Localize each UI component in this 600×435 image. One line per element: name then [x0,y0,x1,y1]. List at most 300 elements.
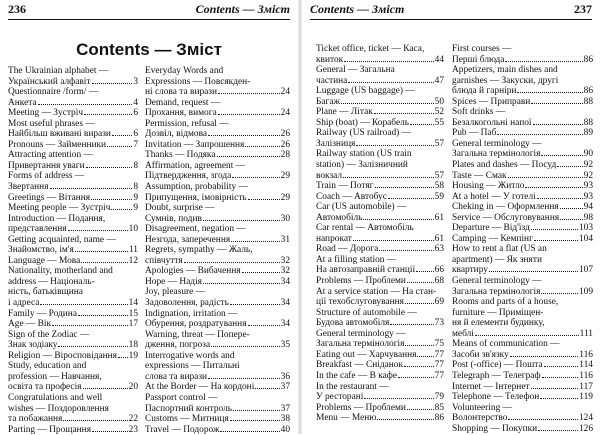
toc-entry-title: і адреса [8,298,40,309]
dot-leader [405,345,433,346]
dot-leader [50,188,133,189]
toc-entry-final-line [316,350,444,361]
toc-entry-title: Волонтерство [452,413,508,424]
toc-entry-line: Car (US automobile) — [316,202,407,213]
toc-entry-final-line [316,118,444,129]
toc-page-number: 90 [583,149,593,160]
toc-entry [8,150,138,171]
dot-leader [203,220,280,221]
toc-entry-title: Перші блюда [452,54,505,65]
toc-entry-line: Disagreement, negation — [145,224,246,235]
dot-leader [245,146,279,147]
toc-entry [8,193,138,204]
toc-entry-title: Український алфавіт [8,76,91,87]
toc-page-number: 85 [434,402,444,413]
toc-entry-final-line [145,150,290,161]
toc-page-number: 10 [128,224,138,235]
toc-entry-title: Багаж [316,96,341,107]
toc-entry-final-line [8,245,138,256]
toc-entry-line: Nationality, motherland and [8,266,113,277]
toc-entry [316,86,444,107]
dot-leader [417,356,433,357]
toc-entry-title: Загальна термінологія [452,286,541,297]
toc-page-number: 59 [434,191,444,202]
toc-entry-title: блюда й гарніри [452,86,517,97]
toc-page-number: 52 [434,107,444,118]
toc-entry-final-line [452,392,593,403]
dot-leader [353,240,434,241]
toc-page-number: 17 [128,319,138,330]
dot-leader [364,398,433,399]
toc-entry-title: Regrets, sympathy — Жаль, [145,245,253,256]
dot-leader [242,272,280,273]
toc-entry-line: Most useful phrases — [8,118,95,129]
toc-entry-final-line [145,266,290,277]
dot-leader [508,419,577,420]
dot-leader [405,303,434,304]
toc-page-number: 57 [434,170,444,181]
toc-entry [452,65,593,97]
toc-page-number: 23 [128,424,138,435]
toc-entry-title: Camping — Кемпінг [452,233,533,244]
toc-entry [316,371,444,382]
toc-entry [8,87,138,108]
toc-page-number: 61 [434,233,444,244]
toc-entry-line: expressions — Питальні [145,361,240,372]
dot-leader [544,366,579,367]
toc-entry-title: Apologies — Вибачення [145,266,241,277]
toc-entry [145,66,290,98]
toc-entry-title: ні слова та вирази [145,87,218,98]
toc-entry-final-line [145,319,290,330]
toc-entry-final-line [145,256,290,267]
toc-entry-final-line [316,392,444,403]
toc-entry-final-line [316,234,444,245]
toc-entry-final-line [452,360,593,371]
toc-entry-final-line [145,277,290,288]
dot-leader [407,409,434,410]
toc-entry-title: Задоволення, радість [145,298,229,309]
toc-entry-title: Telephone — Телефон [452,392,540,403]
toc-entry [452,371,593,382]
toc-entry-line: Everyday Words and [145,66,224,76]
toc-entry-title: частина [316,75,348,86]
toc-entry [8,351,138,362]
toc-entry-title: Анкета [8,97,37,108]
dot-leader [508,177,583,178]
toc-page-number: 94 [583,202,593,213]
dot-leader [537,198,583,199]
toc-entry-title: Invitation — Запрошення [145,139,245,150]
toc-page-number: 12 [128,255,138,266]
toc-entry-title: Departure — Від'їзд [452,223,530,234]
toc-entry-final-line [316,76,444,87]
dot-leader [118,357,128,358]
toc-entry-line: General terminology — [452,276,542,287]
toc-page-number: 15 [128,308,138,319]
toc-entry-title: Age — Вік [8,319,52,330]
toc-entry-title: Найбільш вживані вирази [8,129,111,140]
dot-leader [356,145,433,146]
toc-entry-line: Volunteering — [452,402,512,413]
toc-entry-final-line [452,287,593,298]
toc-entry-title: Breakfast — Сніданок [316,360,404,371]
toc-entry [8,119,138,140]
toc-page-number: 57 [434,138,444,149]
toc-entry-final-line [452,128,593,139]
toc-entry-final-line [452,86,593,97]
toc-page-number: 44 [434,54,444,65]
toc-entry-title: Problems — Проблеми [316,402,406,413]
toc-entry-final-line [316,139,444,150]
toc-entry-final-line [8,203,138,214]
toc-page-number: 124 [578,413,593,424]
toc-entry [452,97,593,108]
toc-entry [452,276,593,297]
toc-entry-title: Family — Родина [8,308,77,319]
toc-entry-line: Assumption, probability — [145,182,248,193]
toc-entry-final-line [452,234,593,245]
dot-leader [208,378,280,379]
toc-entry-title: Plane — Літак [316,107,373,118]
toc-entry-title: Загальна термінологія [316,339,405,350]
toc-page-number: 30 [280,213,290,224]
toc-entry-title: дження, погроза [145,340,211,351]
toc-entry-final-line [452,382,593,393]
toc-entry [8,171,138,192]
toc-entry-line: At a filling station — [316,254,397,265]
toc-entry-title: Дозвіл, відмова [145,129,208,140]
toc-page-number: 22 [128,414,138,425]
toc-entry [452,297,593,339]
toc-entry-final-line [452,97,593,108]
dot-leader [531,103,582,104]
toc-page-number: 126 [578,423,593,434]
toc-entry-line: Introduction — Подання, [8,213,106,224]
toc-entry-line: Getting acquainted, name — [8,234,116,245]
toc-entry [316,65,444,86]
toc-entry-title: Ship (boat) — Корабель [316,117,410,128]
toc-page-number: 75 [434,339,444,350]
toc-page-number: 88 [583,96,593,107]
toc-entry-title: Post (-office) — Пошта [452,360,543,371]
toc-entry-final-line [316,213,444,224]
toc-entry-final-line [145,129,290,140]
dot-leader [475,335,579,336]
toc-entry-title: квиток [316,54,344,65]
toc-entry-title: напрокат [316,233,352,244]
toc-entry-title: Meeting people — Зустріч [8,203,111,214]
toc-page-number: 93 [583,191,593,202]
toc-entry-final-line [145,382,290,393]
dot-leader [557,166,582,167]
toc-page-number: 8 [133,182,138,193]
toc-entry-final-line [8,319,138,330]
toc-entry-line: apartment) — Як зняти [452,254,542,265]
dot-leader [398,377,434,378]
toc-page-number: 88 [583,117,593,128]
dot-leader [84,114,132,115]
toc-entry [145,182,290,203]
dot-leader [540,398,578,399]
toc-entry [145,266,290,277]
toc-entry-final-line [452,413,593,424]
toc-entry-final-line [145,245,290,256]
toc-entry [8,319,138,330]
toc-entry [145,161,290,182]
toc-entry [145,287,290,308]
toc-entry-title: Service — Обслуговування [452,212,560,223]
toc-entry-final-line [8,129,138,140]
toc-entry-final-line [452,223,593,234]
toc-entry [8,361,138,393]
toc-page-number: 68 [434,276,444,287]
toc-page-number: 40 [280,424,290,435]
toc-entry-final-line [316,192,444,203]
toc-entry-final-line [316,97,444,108]
toc-entry [316,276,444,287]
dot-leader [510,356,579,357]
toc-entry-final-line [145,193,290,204]
toc-entry [145,224,290,245]
toc-entry-title: Travel — Подорож [145,424,220,435]
toc-entry [145,140,290,151]
toc-entry-line: station) — Залізничний [316,160,408,171]
dot-leader [75,251,128,252]
toc-page-number: 34 [280,298,290,309]
toc-entry-final-line [145,298,290,309]
dot-leader [86,167,133,168]
toc-page-number: 24 [280,108,290,119]
dot-leader [560,208,583,209]
toc-entry-title: Залізниця [316,138,356,149]
dot-leader [232,177,279,178]
toc-entry-final-line [452,55,593,66]
dot-leader [255,388,279,389]
toc-page-number: 32 [280,266,290,277]
toc-entry-final-line [316,171,444,182]
header-rule [310,19,592,20]
toc-entry [316,413,444,424]
dot-leader [542,377,579,378]
toc-entry-final-line [145,425,290,435]
toc-entry-title: квартиру [452,265,488,276]
page-number: 237 [574,2,592,16]
toc-page-number: 73 [434,318,444,329]
toc-entry-final-line [316,244,444,255]
toc-entry-title: Customs — Митниця [145,414,229,425]
dot-leader [231,241,279,242]
toc-entry-final-line [145,108,290,119]
toc-entry-line: How to rent a flat (US an [452,244,547,255]
toc-entry [452,213,593,224]
toc-entry-title: У ресторані [316,392,364,403]
dot-leader [233,410,280,411]
toc-entry [145,309,290,330]
toc-entry-line: Sign of the Zodiac — [8,329,90,340]
dot-leader [363,219,433,220]
toc-entry [145,414,290,425]
toc-entry-title: Taste — Смак [452,170,507,181]
toc-entry [145,425,290,435]
toc-entry-final-line [452,202,593,213]
toc-entry-line: Ticket office, ticket — Каса, [316,44,425,54]
toc-entry [452,382,593,393]
toc-entry-final-line [145,140,290,151]
toc-page-number: 104 [578,233,593,244]
toc-entry-final-line [8,182,138,193]
toc-entry-line: Railway (US railroad) — [316,128,412,139]
toc-page-number: 63 [434,244,444,255]
toc-page-number: 34 [280,319,290,330]
toc-page-number: 77 [434,349,444,360]
toc-entry [452,44,593,65]
toc-entry [145,393,290,414]
toc-entry-final-line [452,424,593,435]
toc-page-number: 47 [434,75,444,86]
toc-entry-final-line [316,413,444,424]
toc-entry-line: Passport control — [145,392,218,403]
toc-page-number: 6 [133,129,138,140]
toc-entry [316,382,444,403]
toc-entry [452,202,593,213]
dot-leader [38,104,133,105]
toc-entry-final-line [316,360,444,371]
dot-leader [68,230,128,231]
toc-entry-title: At a hotel — У готелі [452,191,536,202]
dot-leader [343,177,434,178]
dot-leader [560,219,582,220]
toc-entry-final-line [452,329,593,340]
toc-entry [8,309,138,320]
toc-entry-final-line [8,340,138,351]
toc-column [316,44,444,424]
toc-entry [145,203,290,224]
toc-entry-final-line [145,340,290,351]
toc-entry-line: Soft drinks — [452,107,506,118]
toc-entry-final-line [452,118,593,129]
toc-entry-line: Appetizers, main dishes and [452,65,558,76]
toc-page-number: 35 [280,340,290,351]
dot-leader [218,93,280,94]
toc-page-number: 8 [133,160,138,171]
toc-column [8,66,138,435]
toc-entry-line: General — Загальна [316,65,395,76]
toc-entry-title: Автомобіль [316,212,363,223]
toc-entry-final-line [8,77,138,88]
toc-page-number: 111 [579,328,593,339]
dot-leader [379,250,433,251]
toc-entry-line: ність, батьківщина [8,287,83,298]
toc-entry-final-line [8,298,138,309]
toc-page-number: 26 [280,139,290,150]
toc-entry-title: Shopping — Покупки [452,423,538,434]
toc-entry-line: profession — Навчання, [8,371,102,382]
toc-entry-final-line [8,98,138,109]
toc-page-number: 92 [583,170,593,181]
toc-entry [145,277,290,288]
toc-page-number: 98 [583,212,593,223]
toc-entry-final-line [452,265,593,276]
dot-leader [407,282,434,283]
toc-entry-title: ції техобслуговування [316,297,404,308]
toc-page-number: 29 [280,171,290,182]
toc-entry-final-line [145,214,290,225]
toc-page-number: 20 [128,382,138,393]
toc-entry-final-line [452,213,593,224]
dot-leader [348,82,433,83]
dot-leader [541,293,577,294]
toc-page-number: 6 [133,108,138,119]
toc-entry-final-line [8,161,138,172]
toc-entry-line: The Ukrainian alphabet — [8,66,109,76]
toc-page-number: 107 [578,265,593,276]
dot-leader [63,420,127,421]
toc-entry-final-line [452,350,593,361]
toc-entry-line: First courses — [452,44,512,54]
toc-entry-line: Attracting attention — [8,150,93,161]
toc-page-number: 9 [133,192,138,203]
toc-column [145,66,290,435]
toc-entry-final-line [145,372,290,383]
toc-entry-final-line [316,181,444,192]
toc-entry-final-line [316,371,444,382]
toc-entry [316,329,444,350]
toc-entry-title: Plates and dashes — Посуд [452,160,557,171]
toc-page-number: 4 [133,97,138,108]
dot-leader [497,134,582,135]
toc-page-number: 109 [578,286,593,297]
toc-entry-line: Questionnaire /form/ — [8,87,99,98]
toc-entry-line: Affirmation, agreement — [145,160,246,171]
toc-entry-title: Засоби зв'язку [452,349,509,360]
toc-page-number: 19 [128,350,138,361]
dot-leader [410,124,434,125]
dot-leader [404,366,434,367]
dot-leader [78,315,128,316]
toc-entry [452,171,593,182]
right-page [302,0,600,434]
toc-entry-title: At the Border — На кордоні [145,382,255,393]
dot-leader [230,420,280,421]
toc-entry-line: furniture — Приміщен- [452,307,544,318]
dot-leader [390,324,433,325]
toc-entry [8,266,138,308]
toc-entry [8,66,138,87]
toc-column [452,44,593,434]
dot-leader [111,209,132,210]
toc-entry-title: співчуття [145,255,183,266]
toc-entry-title: Загальна термінологія [452,149,541,160]
toc-entry [452,107,593,128]
dot-leader [91,199,132,200]
toc-entry-title: Menu — Меню [316,413,377,424]
toc-page-number: 24 [280,87,290,98]
toc-page-number: 18 [128,340,138,351]
toc-entry-title: Звертання [8,182,49,193]
toc-entry [8,140,138,151]
toc-entry [8,214,138,235]
toc-entry-line: At a service station — На стан- [316,286,437,297]
dot-leader [344,61,433,62]
toc-entry [452,392,593,403]
toc-page-number: 55 [434,117,444,128]
toc-entry-line: Congratulations and well [8,392,103,403]
toc-entry [316,149,444,181]
toc-entry-line: General terminology — [452,138,542,149]
toc-page-number: 31 [280,234,290,245]
toc-entry-final-line [316,107,444,118]
